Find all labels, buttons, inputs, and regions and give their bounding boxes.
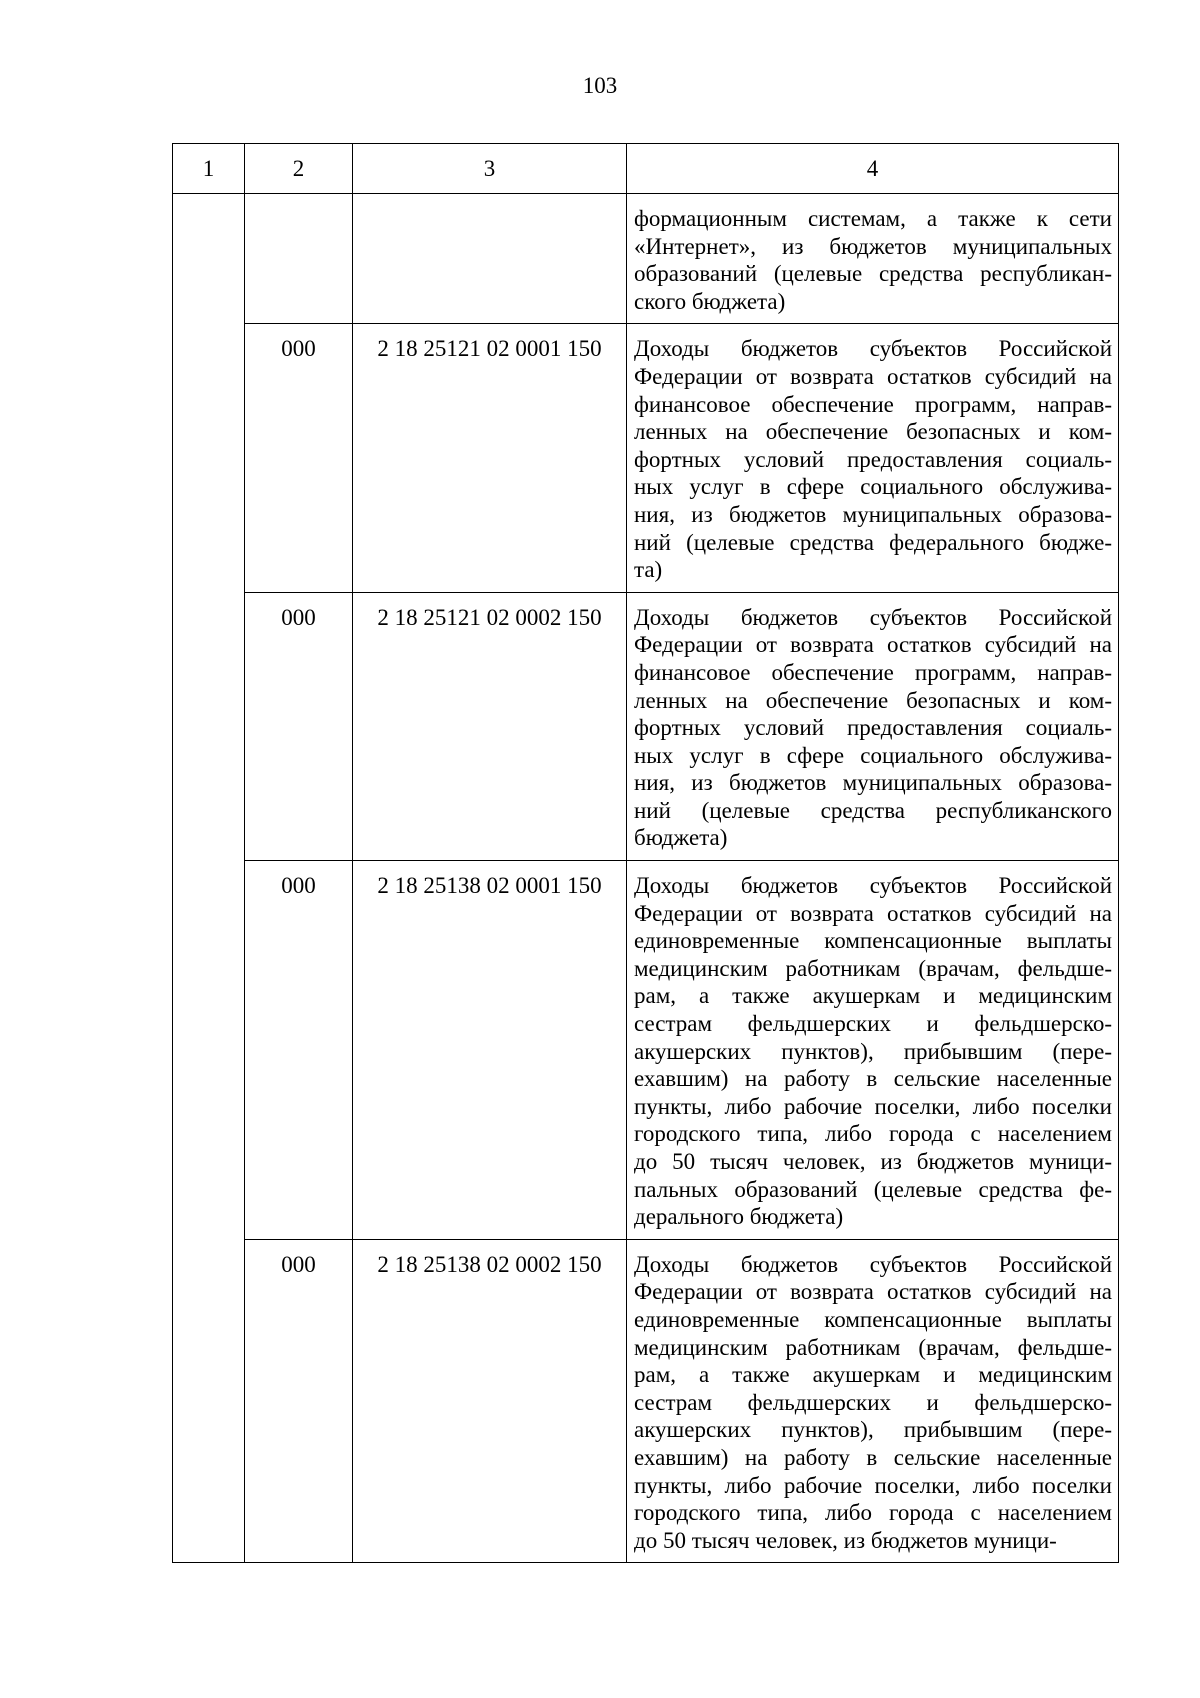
description-line: «Интернет», из бюджетов муниципальных — [634, 233, 1112, 259]
description-line: фортных условий предоставления социаль- — [634, 446, 1112, 472]
description-line: ных услуг в сфере социального обслужива- — [634, 474, 1112, 500]
admin-code-cell — [245, 194, 353, 324]
description-line: единовременные компенсационные выплаты — [634, 1306, 1112, 1332]
description-line: Доходы бюджетов субъектов Российской — [634, 1251, 1112, 1277]
description-line: до 50 тысяч человек, из бюджетов муници- — [634, 1149, 1112, 1174]
description-line: ленных на обеспечение безопасных и ком- — [634, 419, 1112, 445]
column-header-1: 1 — [173, 144, 245, 194]
description-line: рам, а также акушеркам и медицинским — [634, 983, 1112, 1009]
description-line: сестрам фельдшерских и фельдшерско- — [634, 1389, 1112, 1415]
description-line: пункты, либо рабочие поселки, либо поселки — [634, 1472, 1112, 1498]
description-line: ний (целевые средства республиканского — [634, 797, 1112, 823]
description-line: ленных на обеспечение безопасных и ком- — [634, 687, 1112, 713]
description-line: рам, а также акушеркам и медицинским — [634, 1362, 1112, 1388]
table-row — [173, 1239, 1119, 1563]
income-description-cell — [627, 592, 1119, 860]
column-header-3: 3 — [353, 144, 627, 194]
description-line: сестрам фельдшерских и фельдшерско- — [634, 1011, 1112, 1037]
description-line: та) — [634, 557, 663, 583]
income-code-cell — [353, 194, 627, 324]
description-line: городского типа, либо города с населением — [634, 1121, 1112, 1147]
income-description-cell — [627, 1239, 1119, 1563]
income-code-cell: 2 18 25121 02 0001 150 — [353, 324, 627, 592]
income-description-cell — [627, 861, 1119, 1240]
description-line: формационным системам, а также к сети — [634, 206, 1112, 231]
description-line: фортных условий предоставления социаль- — [634, 715, 1112, 741]
income-code-cell: 2 18 25138 02 0002 150 — [353, 1239, 627, 1563]
description-line: Доходы бюджетов субъектов Российской — [634, 336, 1112, 362]
description-line: финансовое обеспечение программ, направ- — [634, 659, 1112, 685]
description-line: ния, из бюджетов муниципальных образова- — [634, 501, 1112, 527]
page-number: 103 — [582, 73, 618, 98]
admin-code-cell: 000 — [245, 324, 353, 592]
description-line: финансовое обеспечение программ, направ- — [634, 391, 1112, 417]
admin-code-cell: 000 — [245, 592, 353, 860]
description-line: ского бюджета) — [634, 288, 786, 314]
description-line: бюджета) — [634, 825, 728, 851]
description-line: ных услуг в сфере социального обслужива- — [634, 742, 1112, 768]
description-line: Федерации от возврата остатков субсидий на — [634, 632, 1112, 658]
description-line: ехавшим) на работу в сельские населенные — [634, 1444, 1112, 1470]
column-header-4: 4 — [627, 144, 1119, 194]
description-line: Доходы бюджетов субъектов Российской — [634, 873, 1112, 899]
table-row — [173, 861, 1119, 1240]
description-line: городского типа, либо города с населением — [634, 1500, 1112, 1526]
budget-classification-table — [172, 143, 1119, 1563]
description-line: Федерации от возврата остатков субсидий на — [634, 900, 1112, 926]
description-line: пункты, либо рабочие поселки, либо поселки — [634, 1093, 1112, 1119]
column-header-2: 2 — [245, 144, 353, 194]
description-line: ехавшим) на работу в сельские населенные — [634, 1066, 1112, 1092]
admin-code-cell: 000 — [245, 861, 353, 1240]
income-code-cell: 2 18 25121 02 0002 150 — [353, 592, 627, 860]
admin-code-cell: 000 — [245, 1239, 353, 1563]
table-row — [173, 592, 1119, 860]
table-row — [173, 324, 1119, 592]
description-line: до 50 тысяч человек, из бюджетов муници- — [634, 1527, 1057, 1553]
description-line: акушерских пунктов), прибывшим (пере- — [634, 1417, 1112, 1443]
description-line: медицинским работникам (врачам, фельдше- — [634, 1334, 1112, 1360]
description-line: медицинским работникам (врачам, фельдше- — [634, 955, 1112, 981]
table-row — [173, 194, 1119, 324]
column-1-cell — [173, 194, 245, 1563]
income-code-cell: 2 18 25138 02 0001 150 — [353, 861, 627, 1240]
description-line: акушерских пунктов), прибывшим (пере- — [634, 1038, 1112, 1064]
description-line: дерального бюджета) — [634, 1204, 844, 1230]
description-line: единовременные компенсационные выплаты — [634, 928, 1112, 954]
description-line: ний (целевые средства федерального бюдже- — [634, 529, 1112, 555]
table-body — [173, 144, 1119, 1563]
description-line: Доходы бюджетов субъектов Российской — [634, 604, 1112, 630]
income-description-cell — [627, 194, 1119, 324]
description-line: Федерации от возврата остатков субсидий на — [634, 1279, 1112, 1305]
table-header-row — [173, 144, 1119, 194]
description-line: пальных образований (целевые средства фе- — [634, 1176, 1112, 1202]
description-line: ния, из бюджетов муниципальных образова- — [634, 770, 1112, 796]
income-description-cell — [627, 324, 1119, 592]
description-line: Федерации от возврата остатков субсидий на — [634, 363, 1112, 389]
description-line: образований (целевые средства республикан- — [634, 261, 1112, 287]
